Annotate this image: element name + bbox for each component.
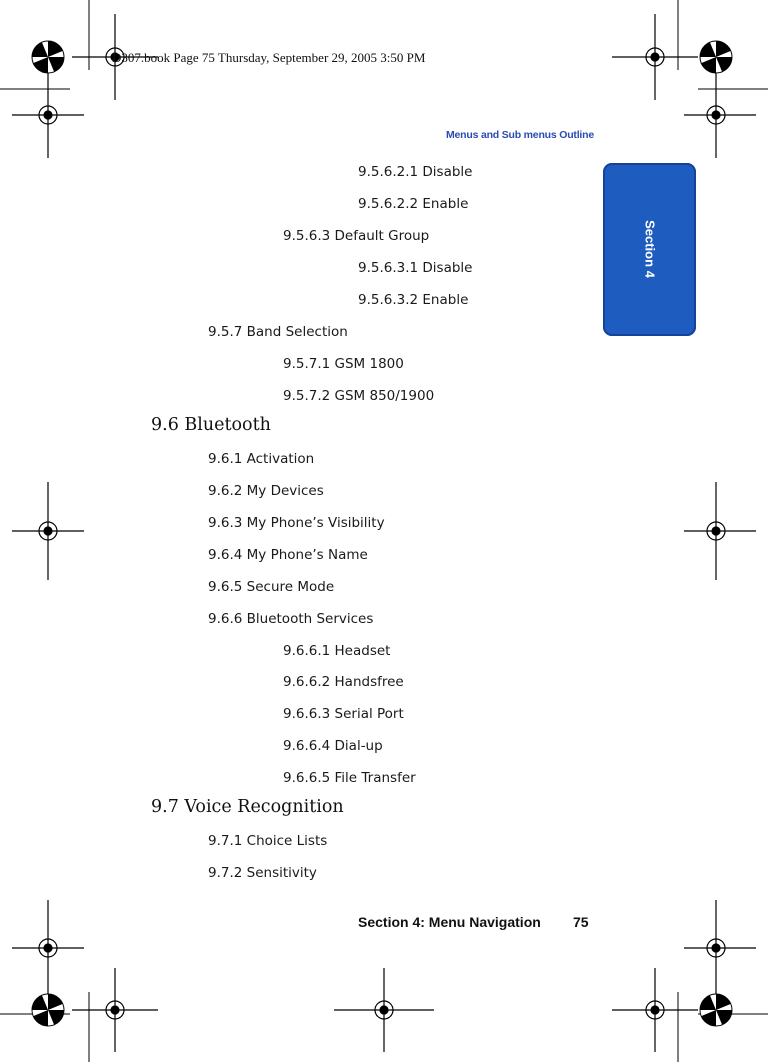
outline-item: 9.6.1 Activation xyxy=(208,451,315,467)
outline-item: 9.6.6.4 Dial-up xyxy=(283,738,383,754)
footer-section-label: Section 4: Menu Navigation xyxy=(358,914,541,930)
section-heading-bluetooth: 9.6 Bluetooth xyxy=(151,415,271,435)
outline-item: 9.5.6.2.2 Enable xyxy=(358,196,469,212)
running-header: Menus and Sub menus Outline xyxy=(445,129,594,141)
outline-item: 9.5.6.3 Default Group xyxy=(283,228,430,244)
outline-item: 9.6.6.1 Headset xyxy=(283,643,391,659)
outline-item: 9.5.7 Band Selection xyxy=(208,324,348,340)
outline-item: 9.6.6.2 Handsfree xyxy=(283,674,404,690)
outline-item: 9.6.6.3 Serial Port xyxy=(283,706,404,722)
outline-item: 9.5.7.2 GSM 850/1900 xyxy=(283,388,435,404)
outline-item: 9.5.6.3.1 Disable xyxy=(358,260,473,276)
outline-item: 9.6.6 Bluetooth Services xyxy=(208,611,374,627)
outline-item: 9.6.4 My Phone’s Name xyxy=(208,547,368,563)
outline-item: 9.6.3 My Phone’s Visibility xyxy=(208,515,385,531)
outline-item: 9.7.1 Choice Lists xyxy=(208,833,328,849)
outline-item: 9.5.6.2.1 Disable xyxy=(358,164,473,180)
section-tab-label: Section 4 xyxy=(642,220,658,278)
outline-item: 9.7.2 Sensitivity xyxy=(208,865,317,881)
outline-item: 9.6.5 Secure Mode xyxy=(208,579,335,595)
section-heading-voice-recognition: 9.7 Voice Recognition xyxy=(151,797,344,817)
outline-item: 9.5.7.1 GSM 1800 xyxy=(283,356,404,372)
outline-item: 9.5.6.3.2 Enable xyxy=(358,292,469,308)
page-number: 75 xyxy=(573,914,589,930)
outline-item: 9.6.2 My Devices xyxy=(208,483,324,499)
section-tab xyxy=(603,163,696,336)
outline-item: 9.6.6.5 File Transfer xyxy=(283,770,416,786)
print-slug: D307.book Page 75 Thursday, September 29, 2005 3:50 PM xyxy=(112,50,426,65)
